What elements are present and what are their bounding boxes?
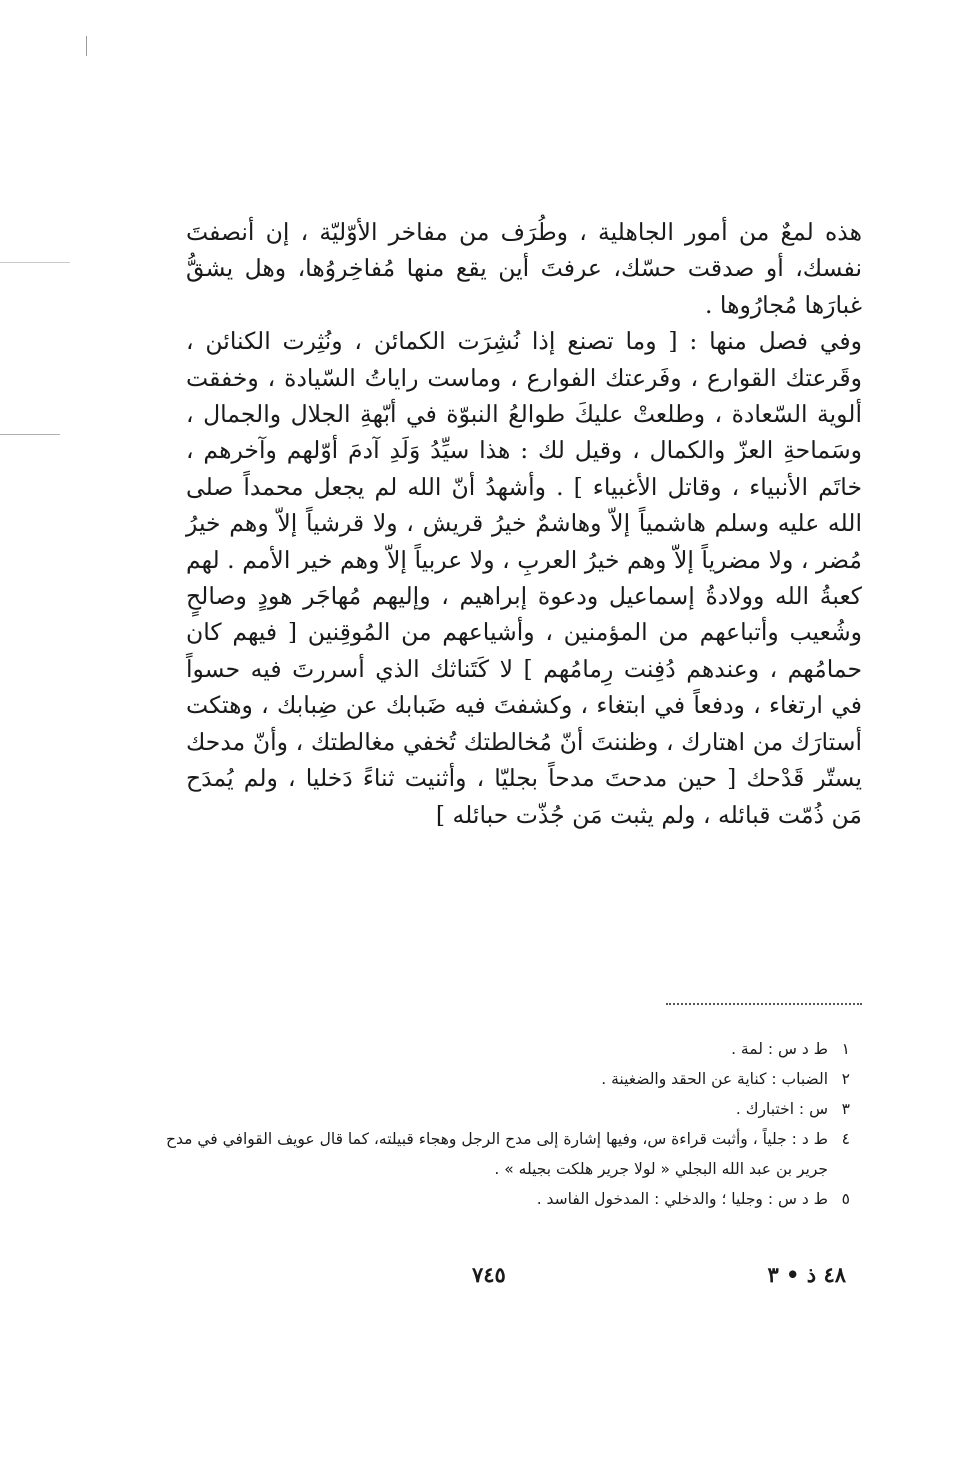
footnotes — [160, 1034, 850, 1214]
footnote-number: ٤ — [841, 1130, 850, 1148]
printer-signature: ٤٨ ذ • ٣ — [767, 1262, 846, 1287]
paragraph: هذه لمعٌ من أمور الجاهلية ، وطُرَف من مفاخر الأوّليّة ، إن أنصفتَ نفسك، أو صدقت حسّك، عرفتَ أين يقع منها مُفاخِروُها، وهل يشقُّ غبارَها مُجارُوها . — [186, 218, 862, 319]
footnote-text: ط د س : لمة . — [731, 1040, 828, 1058]
footnote-text: ط د : جلياً ، وأثبت قراءة س، وفيها إشارة إلى مدح الرجل وهجاء قبيلته، كما قال عويف القوافي في مدح جرير بن عبد الله البجلي « لولا جرير هلكت بجيله » . — [166, 1130, 828, 1178]
footnote — [160, 1094, 850, 1124]
footnote-separator — [666, 1003, 862, 1005]
footnote — [160, 1124, 850, 1184]
footnote-number: ٣ — [841, 1100, 850, 1118]
scan-edge-mark — [0, 262, 70, 263]
scan-edge-mark — [0, 434, 60, 435]
footnote-number: ٢ — [841, 1070, 850, 1088]
footnote-number: ١ — [841, 1040, 850, 1058]
footnote — [160, 1184, 850, 1214]
footnote — [160, 1034, 850, 1064]
footnote-text: الضباب : كناية عن الحقد والضغينة . — [601, 1070, 828, 1088]
footnote-text: س : اختبارك . — [735, 1100, 828, 1118]
paragraph: وفي فصل منها : [ وما تصنع إذا نُشِرَت الكمائن ، ونُثِرت الكنائن ، وقَرعتك القوارع ، وفَرعتك الفوارع ، وماست راياتُ السّيادة ، وخفقت ألوية السّعادة ، وطلعتْ عليكَ طوالعُ النبوّة في أبّهةِ الجلال والجمال ، وسَماحةِ العزّ والكمال ، وقيل لك : هذا سيِّدُ وَلَدِ آدمَ أوّلهم وآخرهم ، خاتَم الأنبياء ، وقاتل الأغبياء ] . وأشهدُ أنّ الله لم يجعل محمداً صلى الله عليه وسلم هاشمياً إلاّ وهاشمٌ خيرُ قريش ، ولا قرشياً إلاّ وهم خيرُ مُضر ، ولا مضرياً إلاّ وهم خيرُ العربِ ، ولا عربياً إلاّ وهم خير الأمم . لهم كعبةُ الله وولادةُ إسماعيل ودعوة إبراهيم ، وإليهم مُهاجَر هودٍ وصالحٍ وشُعيب وأتباعهم من المؤمنين ، وأشياعهم من المُوقِنين [ فيهم كان حمامُهم ، وعندهم دُفِنت رِمامُهم ] لا كَتَناثك الذي أسررتَ فيه حسواً في ارتغاء ، ودفعاً في ابتغاء ، وكشفتَ فيه ضَبابك عن ضِبابك ، وهتكت أستارَك من اهتارك ، وظننتَ أنّ مُخالطتك تُخفي مغالطتك ، وأنّ مدحك يستّر قَدْحك [ حين مدحتَ مدحاً بجليّا ، وأثنيت ثناءً دَخليا ، ولم يُمدَح مَن ذُمّت قبائله ، ولم يثبت مَن جُذّت حبائله ] — [186, 327, 862, 829]
scan-edge-mark — [86, 36, 87, 56]
page-footer — [186, 1262, 846, 1292]
page-number: ٧٤٥ — [472, 1262, 506, 1287]
footnote-number: ٥ — [841, 1190, 850, 1208]
footnote — [160, 1064, 850, 1094]
main-text — [186, 214, 862, 833]
footnote-text: ط د س : وجليا ؛ والدخلي : المدخول الفاسد . — [536, 1190, 828, 1208]
